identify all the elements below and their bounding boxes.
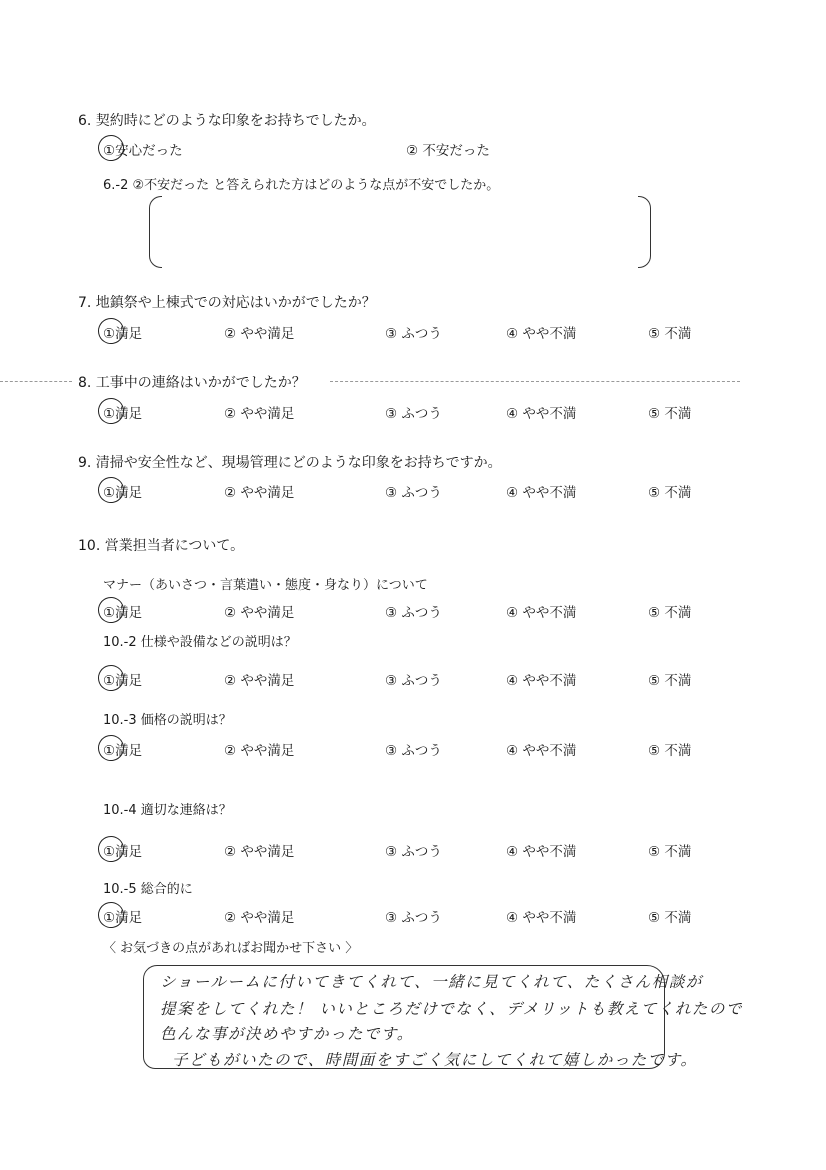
q10-1-option-2[interactable]: ② やや満足 — [224, 605, 295, 621]
comments-label: 〈 お気づきの点があればお聞かせ下さい 〉 — [103, 941, 359, 956]
q10-5-option-4[interactable]: ④ やや不満 — [506, 910, 577, 926]
q8-option-4[interactable]: ④ やや不満 — [506, 406, 577, 422]
q10-1-option-4[interactable]: ④ やや不満 — [506, 605, 577, 621]
comment-line-4: 子どもがいたので、時間面をすごく気にしてくれて嬉しかったです。 — [172, 1051, 698, 1069]
q8-title: 8. 工事中の連絡はいかがでしたか？ — [78, 375, 306, 391]
q7-title: 7. 地鎮祭や上棟式での対応はいかがでしたか？ — [78, 295, 376, 311]
q7-option-3[interactable]: ③ ふつう — [385, 326, 442, 342]
q10-5-option-5[interactable]: ⑤ 不満 — [648, 910, 692, 926]
q9-title: 9. 清掃や安全性など、現場管理にどのような印象をお持ちですか。 — [78, 455, 502, 471]
q6-2-title: 6.-2 ②不安だった と答えられた方はどのような点が不安でしたか。 — [103, 178, 500, 193]
q10-3-option-5[interactable]: ⑤ 不満 — [648, 743, 692, 759]
comment-line-2: 提案をしてくれた！ いいところだけでなく、デメリットも教えてくれたので — [160, 1000, 743, 1018]
q10-2-option-5[interactable]: ⑤ 不満 — [648, 673, 692, 689]
scan-line — [0, 381, 72, 382]
q10-4-title: 10.-4 適切な連絡は？ — [103, 803, 232, 818]
q6-option-1[interactable]: ①安心だった — [103, 143, 183, 159]
q10-3-option-3[interactable]: ③ ふつう — [385, 743, 442, 759]
q10-1-option-5[interactable]: ⑤ 不満 — [648, 605, 692, 621]
q10-2-option-4[interactable]: ④ やや不満 — [506, 673, 577, 689]
scan-line — [330, 381, 740, 382]
q8-option-1[interactable]: ①満足 — [103, 406, 143, 422]
q9-option-5[interactable]: ⑤ 不満 — [648, 485, 692, 501]
q10-5-option-3[interactable]: ③ ふつう — [385, 910, 442, 926]
q10-2-option-3[interactable]: ③ ふつう — [385, 673, 442, 689]
q10-4-option-1[interactable]: ①満足 — [103, 844, 143, 860]
q10-1-option-1[interactable]: ①満足 — [103, 605, 143, 621]
comment-line-1: ショールームに付いてきてくれて、一緒に見てくれて、たくさん相談が — [160, 973, 703, 991]
q6-option-2[interactable]: ② 不安だった — [406, 143, 490, 159]
q10-5-title: 10.-5 総合的に — [103, 882, 193, 897]
q10-2-option-2[interactable]: ② やや満足 — [224, 673, 295, 689]
q10-4-option-2[interactable]: ② やや満足 — [224, 844, 295, 860]
q6-2-answer-area[interactable] — [162, 198, 636, 264]
q10-3-option-2[interactable]: ② やや満足 — [224, 743, 295, 759]
q9-option-2[interactable]: ② やや満足 — [224, 485, 295, 501]
q7-option-1[interactable]: ①満足 — [103, 326, 143, 342]
q10-1-title: マナー（あいさつ・言葉遣い・態度・身なり）について — [103, 578, 428, 593]
comment-line-3: 色んな事が決めやすかったです。 — [160, 1025, 414, 1043]
q10-4-option-3[interactable]: ③ ふつう — [385, 844, 442, 860]
q9-option-4[interactable]: ④ やや不満 — [506, 485, 577, 501]
q6-title: 6. 契約時にどのような印象をお持ちでしたか。 — [78, 113, 376, 129]
q10-1-option-3[interactable]: ③ ふつう — [385, 605, 442, 621]
q10-3-option-1[interactable]: ①満足 — [103, 743, 143, 759]
answer-box-right-bracket — [638, 196, 651, 268]
q10-2-option-1[interactable]: ①満足 — [103, 673, 143, 689]
q10-3-option-4[interactable]: ④ やや不満 — [506, 743, 577, 759]
q10-5-option-2[interactable]: ② やや満足 — [224, 910, 295, 926]
q10-title: 10. 営業担当者について。 — [78, 538, 245, 554]
q8-option-2[interactable]: ② やや満足 — [224, 406, 295, 422]
q8-option-3[interactable]: ③ ふつう — [385, 406, 442, 422]
q10-4-option-5[interactable]: ⑤ 不満 — [648, 844, 692, 860]
q10-5-option-1[interactable]: ①満足 — [103, 910, 143, 926]
q7-option-4[interactable]: ④ やや不満 — [506, 326, 577, 342]
q10-2-title: 10.-2 仕様や設備などの説明は？ — [103, 635, 297, 650]
q10-3-title: 10.-3 価格の説明は？ — [103, 713, 232, 728]
q7-option-2[interactable]: ② やや満足 — [224, 326, 295, 342]
q10-4-option-4[interactable]: ④ やや不満 — [506, 844, 577, 860]
q7-option-5[interactable]: ⑤ 不満 — [648, 326, 692, 342]
q8-option-5[interactable]: ⑤ 不満 — [648, 406, 692, 422]
q9-option-3[interactable]: ③ ふつう — [385, 485, 442, 501]
answer-box-left-bracket — [149, 196, 162, 268]
q9-option-1[interactable]: ①満足 — [103, 485, 143, 501]
